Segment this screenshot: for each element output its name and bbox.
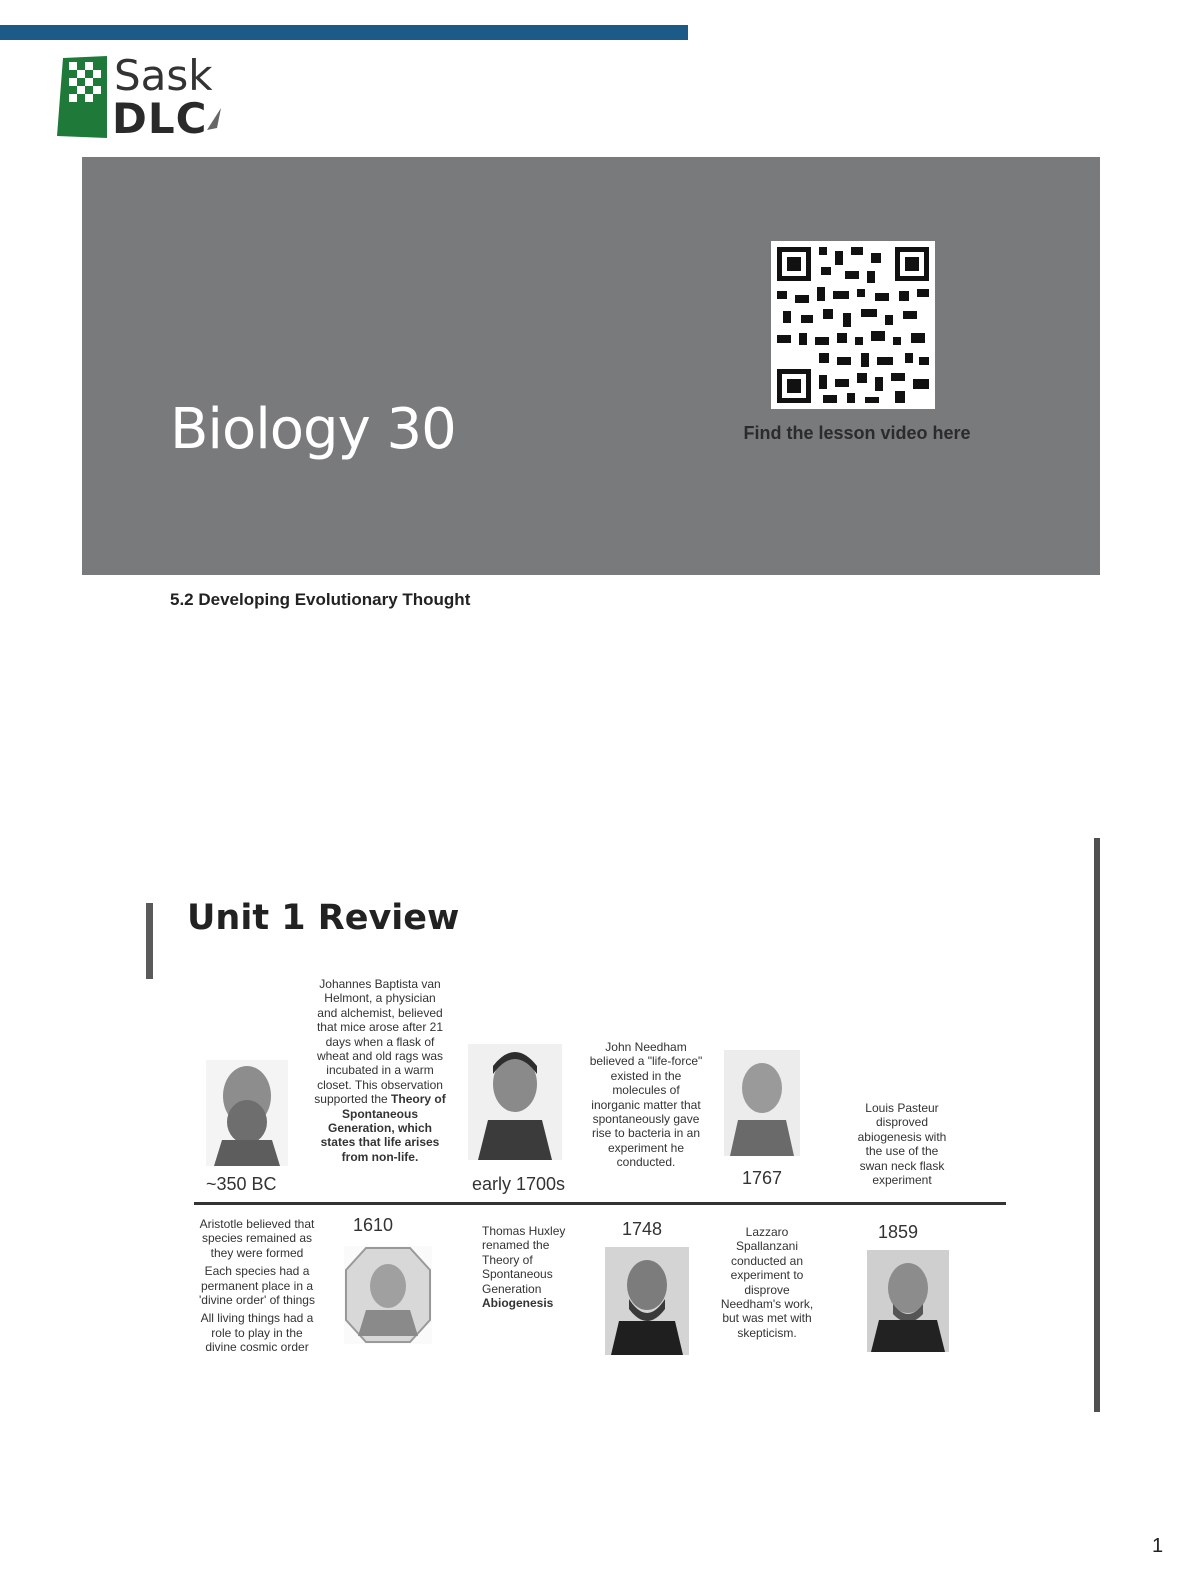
spallanzani-description: Lazzaro Spallanzani conducted an experiment to disprove Needham's work, but was met with skepticism. <box>720 1225 814 1340</box>
year-helmont: 1610 <box>353 1215 394 1235</box>
course-title: Biology 30 <box>170 397 456 462</box>
huxley-portrait <box>468 1044 562 1160</box>
pasteur-description: Louis Pasteur disproved abiogenesis with the use of the swan neck flask experiment <box>857 1101 947 1188</box>
review-title: Unit 1 Review <box>187 898 460 938</box>
needham-description: John Needham believed a "life-force" existed in the molecules of inorganic matter that spontaneously gave rise to bacteria in an experiment he conducted. <box>589 1040 703 1170</box>
title-slide <box>82 157 1100 575</box>
aristotle-point-2: Each species had a permanent place in a 'divine order' of things <box>199 1264 315 1308</box>
aristotle-point-1: Aristotle believed that species remained as they were formed <box>199 1217 315 1260</box>
year-spallanzani: 1767 <box>742 1168 783 1188</box>
logo-text-sask: Sask <box>114 51 213 100</box>
lesson-subtitle: 5.2 Developing Evolutionary Thought <box>170 590 471 609</box>
aristotle-bust-portrait <box>206 1060 288 1166</box>
aristotle-description <box>194 1217 320 1355</box>
needham-portrait <box>605 1247 689 1355</box>
spallanzani-portrait <box>724 1050 800 1156</box>
qr-code[interactable] <box>771 241 935 409</box>
huxley-description: Thomas Huxley renamed the Theory of Spontaneous Generation Abiogenesis <box>482 1224 566 1311</box>
pasteur-portrait <box>867 1250 949 1352</box>
header-accent-bar <box>0 25 688 40</box>
slide-right-border <box>1094 838 1100 1412</box>
timeline-axis <box>194 1202 1006 1205</box>
aristotle-point-3: All living things had a role to play in the divine cosmic order <box>200 1311 314 1355</box>
year-huxley: early 1700s <box>472 1174 566 1194</box>
helmont-portrait <box>344 1246 432 1344</box>
page-number: 1 <box>1152 1535 1164 1557</box>
helmont-description: Johannes Baptista van Helmont, a physician and alchemist, believed that mice arose after 21 days when a flask of wheat and old rags was incubated in a warm closet. This observation supported the Theory of Spontaneous Generation, which states that life arises from non-life. <box>314 977 446 1164</box>
year-aristotle: ~350 BC <box>206 1174 277 1194</box>
year-needham: 1748 <box>622 1219 663 1239</box>
year-pasteur: 1859 <box>878 1222 919 1242</box>
logo-text-dlc: DLC <box>112 94 208 143</box>
qr-caption: Find the lesson video here <box>743 423 971 443</box>
title-accent-bar <box>146 903 153 979</box>
